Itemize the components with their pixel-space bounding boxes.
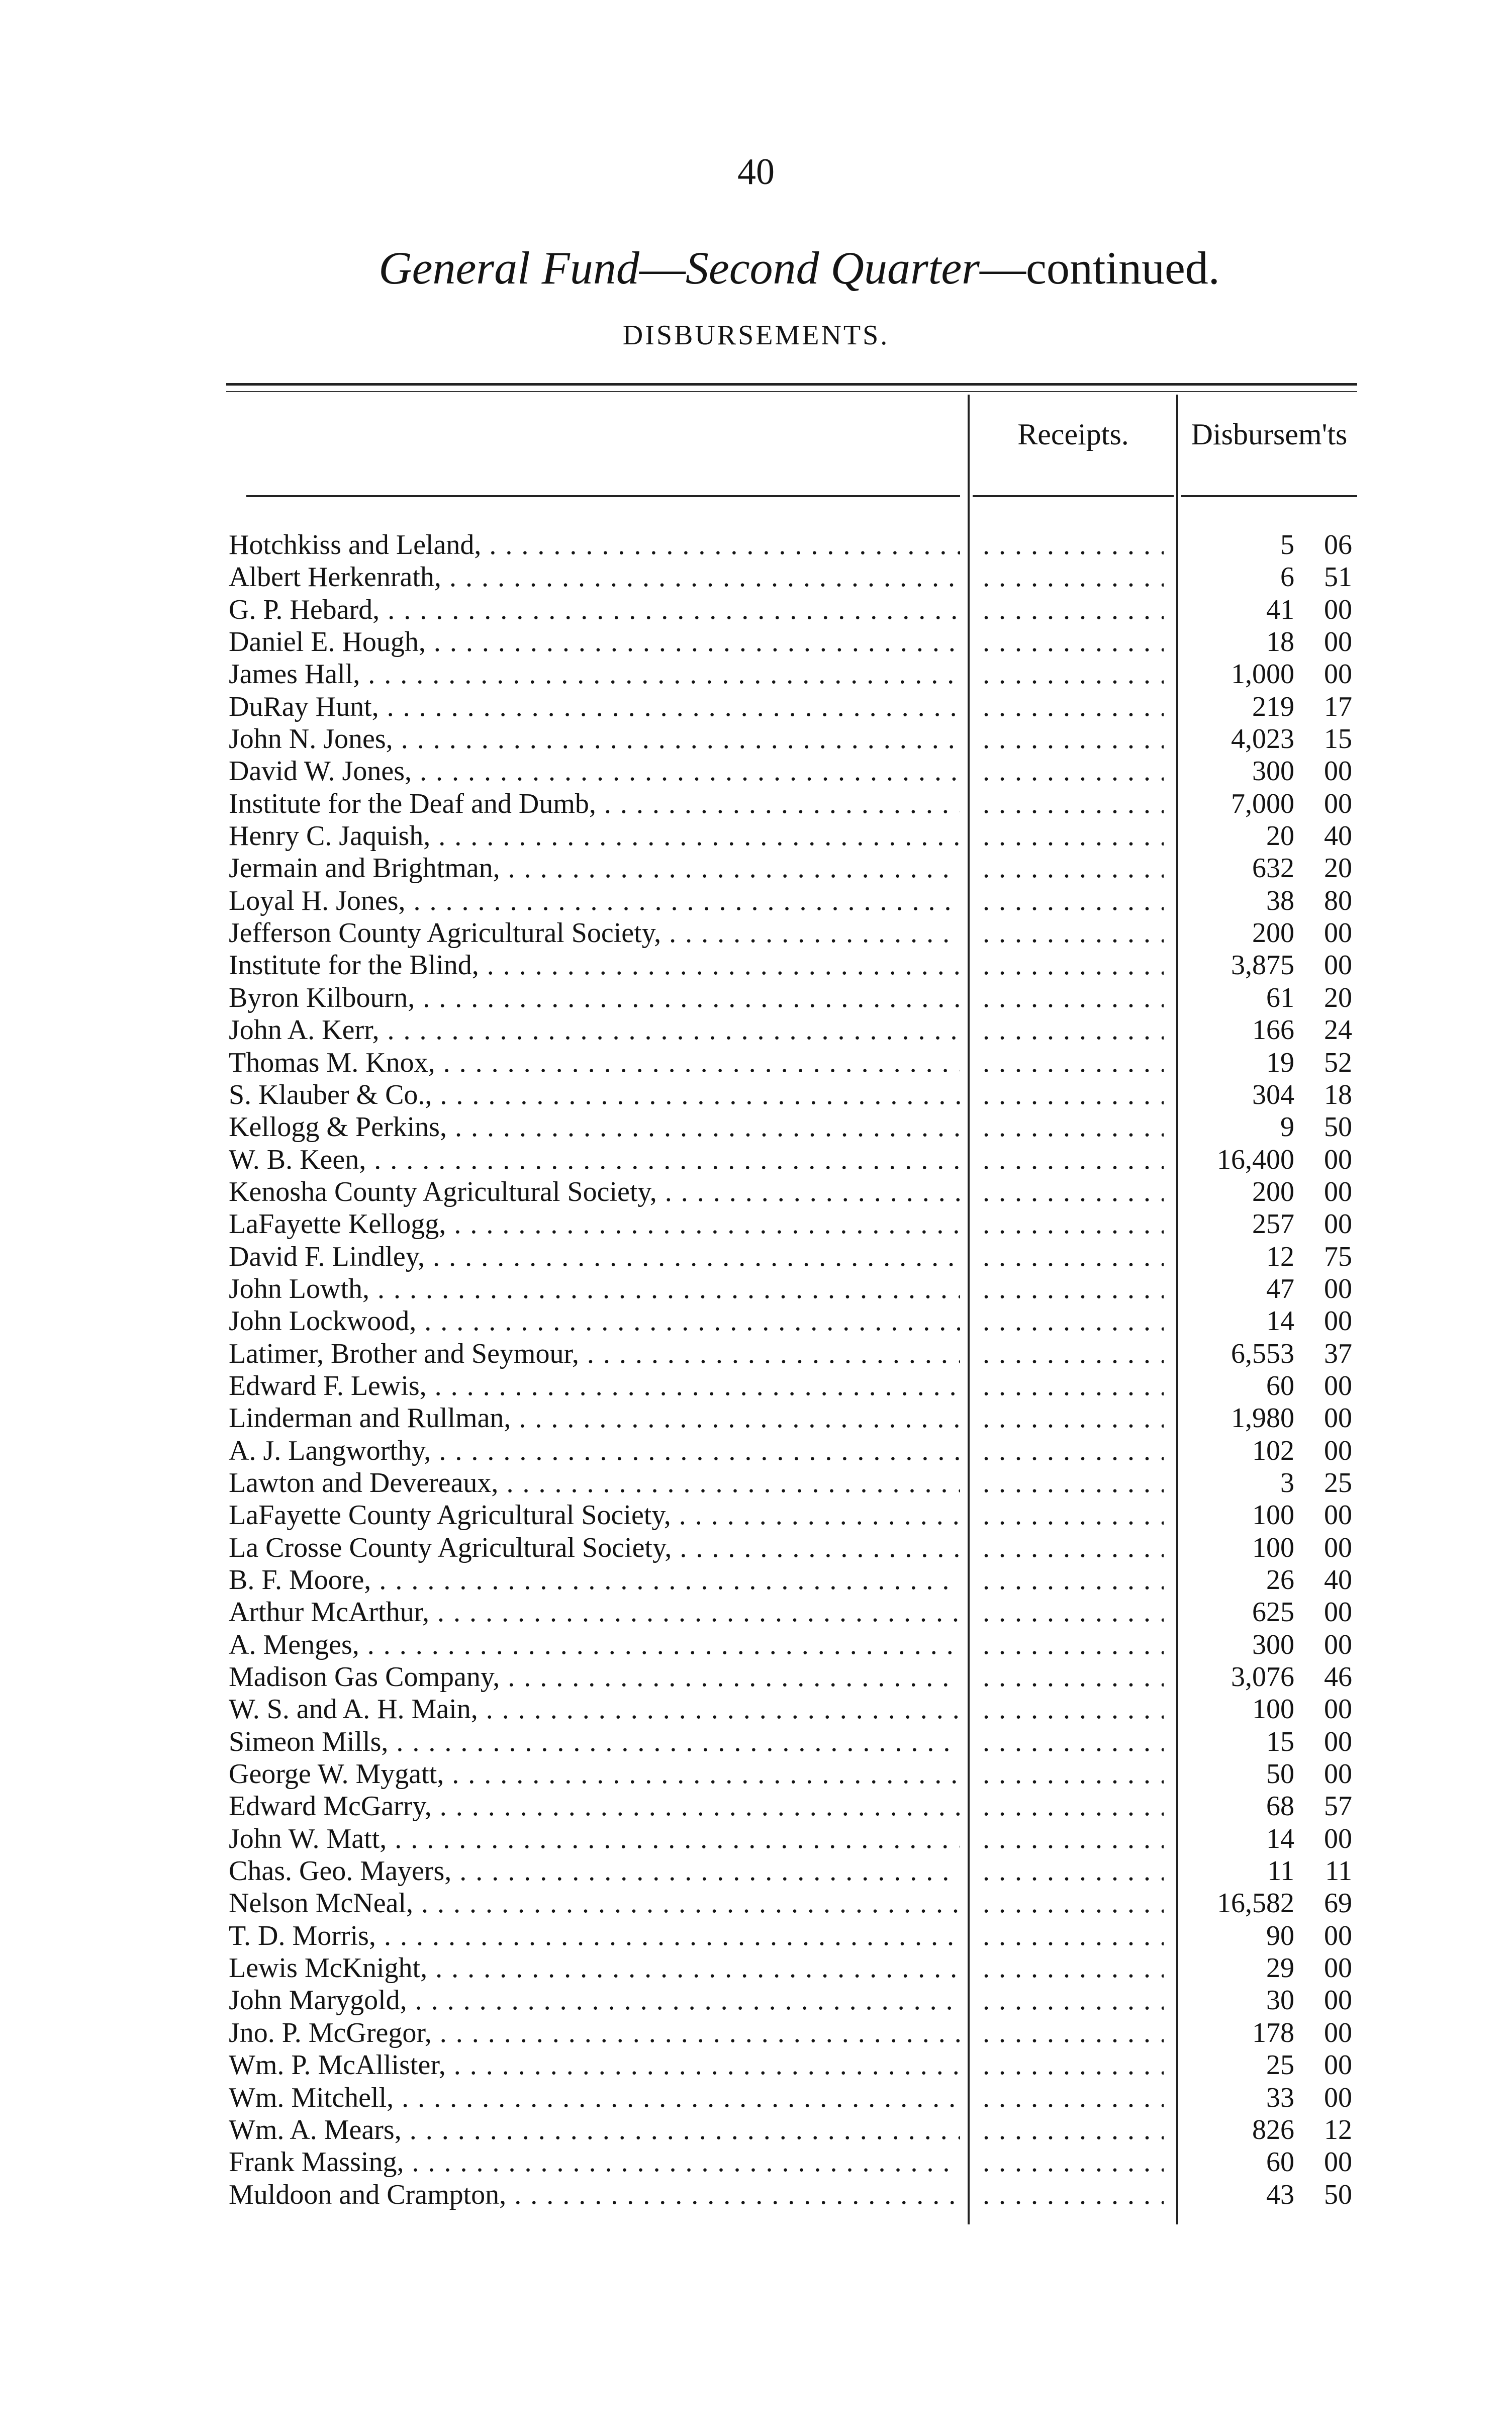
payee-name: LaFayette Kellogg, . . . (229, 1208, 960, 1240)
table-row (0, 982, 1512, 1014)
receipts-cell (983, 626, 1164, 658)
receipts-cell (983, 1241, 1164, 1273)
table-row (0, 1241, 1512, 1273)
disbursement-cents: 00 (1324, 1305, 1352, 1337)
table-top-rule (226, 383, 1357, 386)
receipts-cell (983, 1920, 1164, 1952)
header-rule-receipts (973, 495, 1174, 497)
table-row (0, 2146, 1512, 2178)
disbursement-cents: 00 (1324, 950, 1352, 981)
disbursement-cents: 20 (1324, 982, 1352, 1013)
payee-name: Hotchkiss and Leland, . . . (229, 529, 960, 561)
payee-name: Wm. Mitchell, . . . (229, 2082, 960, 2114)
disbursement-cents: 69 (1324, 1888, 1352, 1919)
disbursement-cents: 37 (1324, 1338, 1352, 1369)
column-header-disbursements: Disbursem'ts (1191, 418, 1348, 451)
payee-name: John W. Matt, . . . (229, 1823, 960, 1855)
disbursement-dollars: 60 (1266, 2146, 1294, 2178)
table-row (0, 2082, 1512, 2114)
table-row (0, 1014, 1512, 1046)
disbursement-cents: 50 (1324, 2179, 1352, 2210)
receipts-cell (983, 1144, 1164, 1176)
payee-name: John Lowth, . . . (229, 1273, 960, 1305)
title-dash-1: — (639, 242, 686, 294)
receipts-cell (983, 1790, 1164, 1822)
table-row (0, 1693, 1512, 1725)
table-row (0, 1726, 1512, 1758)
receipts-cell (983, 2082, 1164, 2114)
payee-name: Wm. P. McAllister, . . . (229, 2049, 960, 2081)
table-row (0, 1144, 1512, 1176)
table-row (0, 1467, 1512, 1499)
page-title (372, 241, 1226, 295)
disbursement-cents: 00 (1324, 1144, 1352, 1175)
disbursement-cents: 00 (1324, 1532, 1352, 1563)
table-row (0, 1047, 1512, 1079)
table-row (0, 561, 1512, 593)
receipts-cell (983, 1984, 1164, 2016)
disbursement-dollars: 100 (1252, 1532, 1294, 1563)
receipts-cell (983, 1855, 1164, 1887)
table-top-rule-thin (226, 391, 1357, 392)
receipts-cell (983, 1532, 1164, 1564)
column-header-receipts: Receipts. (1017, 418, 1129, 451)
receipts-cell (983, 1014, 1164, 1046)
disbursement-dollars: 178 (1252, 2017, 1294, 2048)
receipts-cell (983, 917, 1164, 949)
table-row (0, 1402, 1512, 1434)
disbursement-dollars: 257 (1252, 1208, 1294, 1240)
disbursement-cents: 00 (1324, 1985, 1352, 2016)
payee-name: Muldoon and Crampton, . . . (229, 2179, 960, 2211)
disbursement-dollars: 9 (1280, 1111, 1294, 1143)
receipts-cell (983, 1693, 1164, 1725)
disbursement-dollars: 60 (1266, 1370, 1294, 1402)
payee-name: W. B. Keen, . . . (229, 1144, 960, 1176)
receipts-cell (983, 1564, 1164, 1596)
disbursement-dollars: 14 (1266, 1823, 1294, 1854)
disbursement-dollars: 11 (1267, 1855, 1294, 1887)
disbursement-dollars: 16,582 (1217, 1888, 1294, 1919)
disbursement-dollars: 16,400 (1217, 1144, 1294, 1175)
payee-name: Jno. P. McGregor, . . . (229, 2017, 960, 2049)
table-row (0, 1435, 1512, 1467)
disbursement-cents: 00 (1324, 1952, 1352, 1984)
disbursement-cents: 00 (1324, 2146, 1352, 2178)
disbursement-cents: 00 (1324, 1758, 1352, 1790)
header-rule-disbursements (1181, 495, 1357, 497)
disbursement-cents: 75 (1324, 1241, 1352, 1272)
table-row (0, 1920, 1512, 1952)
disbursement-cents: 00 (1324, 2049, 1352, 2081)
disbursement-dollars: 200 (1252, 917, 1294, 949)
payee-name: John A. Kerr, . . . (229, 1014, 960, 1046)
receipts-cell (983, 2049, 1164, 2081)
table-row (0, 2017, 1512, 2049)
payee-name: DuRay Hunt, . . . (229, 691, 960, 723)
table-row (0, 529, 1512, 561)
disbursement-cents: 00 (1324, 1500, 1352, 1531)
payee-name: Chas. Geo. Mayers, . . . (229, 1855, 960, 1887)
disbursement-dollars: 4,023 (1231, 723, 1294, 755)
disbursement-dollars: 26 (1266, 1564, 1294, 1596)
table-row (0, 594, 1512, 626)
receipts-cell (983, 1467, 1164, 1499)
disbursement-cents: 00 (1324, 917, 1352, 949)
disbursement-cents: 52 (1324, 1047, 1352, 1078)
disbursement-cents: 50 (1324, 1111, 1352, 1143)
table-row (0, 1629, 1512, 1661)
disbursement-cents: 00 (1324, 1435, 1352, 1466)
payee-name: Wm. A. Mears, . . . (229, 2114, 960, 2146)
disbursement-dollars: 47 (1266, 1273, 1294, 1304)
receipts-cell (983, 1273, 1164, 1305)
receipts-cell (983, 2114, 1164, 2146)
payee-name: Kellogg & Perkins, . . . (229, 1111, 960, 1143)
payee-name: Jefferson County Agricultural Society, . . . (229, 917, 960, 949)
table-row (0, 1273, 1512, 1305)
title-continued: continued. (1025, 242, 1220, 294)
receipts-cell (983, 1887, 1164, 1919)
payee-name: B. F. Moore, . . . (229, 1564, 960, 1596)
receipts-cell (983, 1758, 1164, 1790)
disbursement-cents: 18 (1324, 1079, 1352, 1110)
disbursement-dollars: 15 (1266, 1726, 1294, 1757)
disbursement-cents: 17 (1324, 691, 1352, 722)
table-row (0, 1758, 1512, 1790)
disbursement-cents: 20 (1324, 853, 1352, 884)
disbursement-cents: 80 (1324, 885, 1352, 916)
table-row (0, 1208, 1512, 1240)
disbursement-dollars: 5 (1280, 529, 1294, 561)
table-row (0, 691, 1512, 723)
table-row (0, 1887, 1512, 1919)
payee-name: Simeon Mills, . . . (229, 1726, 960, 1758)
disbursement-cents: 11 (1325, 1855, 1352, 1887)
payee-name: John Lockwood, . . . (229, 1305, 960, 1337)
disbursement-dollars: 3,875 (1231, 950, 1294, 981)
table-row (0, 1661, 1512, 1693)
payee-name: Albert Herkenrath, . . . (229, 561, 960, 593)
disbursement-dollars: 300 (1252, 1629, 1294, 1660)
table-row (0, 2179, 1512, 2211)
receipts-cell (983, 1726, 1164, 1758)
payee-name: Daniel E. Hough, . . . (229, 626, 960, 658)
title-fund: General Fund (379, 242, 639, 294)
disbursement-dollars: 300 (1252, 756, 1294, 787)
title-dash-2: — (979, 242, 1026, 294)
receipts-cell (983, 1079, 1164, 1111)
receipts-cell (983, 1208, 1164, 1240)
table-row (0, 1564, 1512, 1596)
table-row (0, 1855, 1512, 1887)
section-heading: DISBURSEMENTS. (622, 320, 890, 351)
disbursement-cents: 00 (1324, 756, 1352, 787)
table-row (0, 2049, 1512, 2081)
payee-name: A. Menges, . . . (229, 1629, 960, 1661)
disbursement-dollars: 304 (1252, 1079, 1294, 1110)
disbursement-dollars: 19 (1266, 1047, 1294, 1078)
disbursement-cents: 40 (1324, 820, 1352, 852)
receipts-cell (983, 1629, 1164, 1661)
payee-name: David W. Jones, . . . (229, 755, 960, 787)
payee-name: Frank Massing, . . . (229, 2146, 960, 2178)
table-row (0, 1984, 1512, 2016)
disbursement-dollars: 61 (1266, 982, 1294, 1013)
disbursement-dollars: 100 (1252, 1694, 1294, 1725)
disbursement-cents: 00 (1324, 1370, 1352, 1402)
disbursement-cents: 00 (1324, 2082, 1352, 2113)
payee-name: Lewis McKnight, . . . (229, 1952, 960, 1984)
disbursement-cents: 51 (1324, 562, 1352, 593)
disbursement-dollars: 1,980 (1231, 1403, 1294, 1434)
disbursement-cents: 46 (1324, 1661, 1352, 1693)
payee-name: A. J. Langworthy, . . . (229, 1435, 960, 1467)
disbursement-cents: 40 (1324, 1564, 1352, 1596)
disbursement-cents: 24 (1324, 1014, 1352, 1046)
disbursement-dollars: 625 (1252, 1597, 1294, 1628)
payee-name: Thomas M. Knox, . . . (229, 1047, 960, 1079)
payee-name: Institute for the Blind, . . . (229, 949, 960, 981)
table-row (0, 723, 1512, 755)
disbursement-cents: 00 (1324, 1176, 1352, 1207)
table-row (0, 1532, 1512, 1564)
disbursement-dollars: 50 (1266, 1758, 1294, 1790)
payee-name: Linderman and Rullman, . . . (229, 1402, 960, 1434)
receipts-cell (983, 1499, 1164, 1531)
receipts-cell (983, 2146, 1164, 2178)
receipts-cell (983, 658, 1164, 690)
receipts-cell (983, 1305, 1164, 1337)
receipts-cell (983, 788, 1164, 820)
payee-name: Lawton and Devereaux, . . . (229, 1467, 960, 1499)
disbursement-cents: 00 (1324, 2017, 1352, 2048)
payee-name: Edward McGarry, . . . (229, 1790, 960, 1822)
payee-name: G. P. Hebard, . . . (229, 594, 960, 626)
payee-name: Jermain and Brightman, . . . (229, 852, 960, 884)
disbursement-dollars: 7,000 (1231, 788, 1294, 819)
receipts-cell (983, 1111, 1164, 1143)
payee-name: John Marygold, . . . (229, 1984, 960, 2016)
payee-name: Arthur McArthur, . . . (229, 1596, 960, 1628)
payee-name: David F. Lindley, . . . (229, 1241, 960, 1273)
receipts-cell (983, 529, 1164, 561)
table-row (0, 949, 1512, 981)
payee-name: Byron Kilbourn, . . . (229, 982, 960, 1014)
receipts-cell (983, 2017, 1164, 2049)
disbursement-dollars: 33 (1266, 2082, 1294, 2113)
payee-name: John N. Jones, . . . (229, 723, 960, 755)
receipts-cell (983, 723, 1164, 755)
table-row (0, 658, 1512, 690)
table-row (0, 1823, 1512, 1855)
disbursement-dollars: 3 (1280, 1467, 1294, 1499)
disbursement-cents: 00 (1324, 788, 1352, 819)
disbursement-cents: 00 (1324, 594, 1352, 625)
table-row (0, 1790, 1512, 1822)
payee-name: Loyal H. Jones, . . . (229, 885, 960, 917)
receipts-cell (983, 1435, 1164, 1467)
table-row (0, 852, 1512, 884)
disbursement-cents: 00 (1324, 1726, 1352, 1757)
disbursement-cents: 00 (1324, 1208, 1352, 1240)
disbursement-dollars: 90 (1266, 1920, 1294, 1951)
receipts-cell (983, 1596, 1164, 1628)
payee-name: Institute for the Deaf and Dumb, . . . (229, 788, 960, 820)
payee-name: Henry C. Jaquish, . . . (229, 820, 960, 852)
receipts-cell (983, 594, 1164, 626)
disbursement-dollars: 68 (1266, 1791, 1294, 1822)
payee-name: LaFayette County Agricultural Society, . . . (229, 1499, 960, 1531)
receipts-cell (983, 691, 1164, 723)
table-row (0, 1305, 1512, 1337)
disbursement-cents: 12 (1324, 2114, 1352, 2145)
disbursement-dollars: 1,000 (1231, 659, 1294, 690)
receipts-cell (983, 885, 1164, 917)
table-row (0, 820, 1512, 852)
disbursement-dollars: 200 (1252, 1176, 1294, 1207)
disbursement-dollars: 3,076 (1231, 1661, 1294, 1693)
table-row (0, 1079, 1512, 1111)
payee-name: Kenosha County Agricultural Society, . . . (229, 1176, 960, 1208)
disbursement-cents: 15 (1324, 723, 1352, 755)
disbursement-cents: 00 (1324, 659, 1352, 690)
disbursement-dollars: 12 (1266, 1241, 1294, 1272)
payee-name: La Crosse County Agricultural Society, . . . (229, 1532, 960, 1564)
payee-name: T. D. Morris, . . . (229, 1920, 960, 1952)
disbursement-dollars: 20 (1266, 820, 1294, 852)
table-row (0, 1111, 1512, 1143)
disbursement-dollars: 14 (1266, 1305, 1294, 1337)
receipts-cell (983, 755, 1164, 787)
receipts-cell (983, 1823, 1164, 1855)
header-rule-name (246, 495, 960, 497)
disbursement-dollars: 100 (1252, 1500, 1294, 1531)
disbursement-dollars: 30 (1266, 1985, 1294, 2016)
table-row (0, 2114, 1512, 2146)
page-number: 40 (737, 151, 775, 193)
disbursement-cents: 00 (1324, 626, 1352, 658)
disbursement-dollars: 41 (1266, 594, 1294, 625)
table-row (0, 788, 1512, 820)
receipts-cell (983, 982, 1164, 1014)
receipts-cell (983, 949, 1164, 981)
payee-name: S. Klauber & Co., . . . (229, 1079, 960, 1111)
disbursement-dollars: 166 (1252, 1014, 1294, 1046)
disbursement-dollars: 632 (1252, 853, 1294, 884)
table-row (0, 1596, 1512, 1628)
table-row (0, 885, 1512, 917)
disbursement-cents: 00 (1324, 1403, 1352, 1434)
table-row (0, 1952, 1512, 1984)
payee-name: Edward F. Lewis, . . . (229, 1370, 960, 1402)
disbursement-dollars: 219 (1252, 691, 1294, 722)
disbursement-dollars: 43 (1266, 2179, 1294, 2210)
title-quarter: Second Quarter (685, 242, 980, 294)
payee-name: Madison Gas Company, . . . (229, 1661, 960, 1693)
receipts-cell (983, 1661, 1164, 1693)
receipts-cell (983, 2179, 1164, 2211)
payee-name: Latimer, Brother and Seymour, . . . (229, 1338, 960, 1370)
table-row (0, 1338, 1512, 1370)
disbursement-cents: 06 (1324, 529, 1352, 561)
table-row (0, 1499, 1512, 1531)
disbursement-dollars: 25 (1266, 2049, 1294, 2081)
receipts-cell (983, 1338, 1164, 1370)
table-row (0, 626, 1512, 658)
payee-name: W. S. and A. H. Main, . . . (229, 1693, 960, 1725)
receipts-cell (983, 1370, 1164, 1402)
disbursement-dollars: 6,553 (1231, 1338, 1294, 1369)
payee-name: Nelson McNeal, . . . (229, 1887, 960, 1919)
table-row (0, 1370, 1512, 1402)
receipts-cell (983, 1402, 1164, 1434)
payee-name: George W. Mygatt, . . . (229, 1758, 960, 1790)
disbursement-cents: 00 (1324, 1694, 1352, 1725)
disbursement-cents: 25 (1324, 1467, 1352, 1499)
disbursement-dollars: 102 (1252, 1435, 1294, 1466)
receipts-cell (983, 1047, 1164, 1079)
disbursement-dollars: 18 (1266, 626, 1294, 658)
table-row (0, 1176, 1512, 1208)
disbursement-dollars: 826 (1252, 2114, 1294, 2145)
disbursement-table (0, 529, 1512, 2211)
disbursement-cents: 00 (1324, 1920, 1352, 1951)
disbursement-cents: 57 (1324, 1791, 1352, 1822)
receipts-cell (983, 1176, 1164, 1208)
disbursement-cents: 00 (1324, 1597, 1352, 1628)
table-row (0, 755, 1512, 787)
disbursement-dollars: 6 (1280, 562, 1294, 593)
payee-name: James Hall, . . . (229, 658, 960, 690)
table-row (0, 917, 1512, 949)
receipts-cell (983, 852, 1164, 884)
disbursement-cents: 00 (1324, 1629, 1352, 1660)
disbursement-dollars: 38 (1266, 885, 1294, 916)
disbursement-cents: 00 (1324, 1823, 1352, 1854)
disbursement-cents: 00 (1324, 1273, 1352, 1304)
receipts-cell (983, 561, 1164, 593)
disbursement-dollars: 29 (1266, 1952, 1294, 1984)
receipts-cell (983, 820, 1164, 852)
receipts-cell (983, 1952, 1164, 1984)
